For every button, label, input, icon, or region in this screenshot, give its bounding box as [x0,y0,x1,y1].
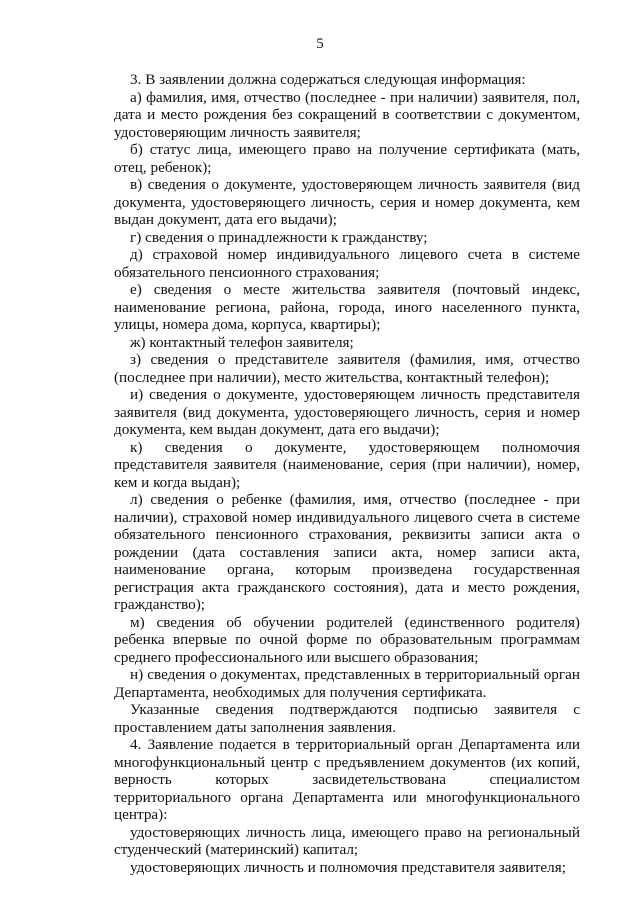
paragraph-section-4: 4. Заявление подается в территориальный орган Департамента или многофункциональный центр с предъявлением документов (их копий, верность которых засвидетельствована специалистом территориального органа Департамента или многофункционального центра): [114,736,580,823]
paragraph-item-i: и) сведения о документе, удостоверяющем личность представителя заявителя (вид документа, удостоверяющего личность, серия и номер документа, кем выдан документ, дата его выдачи); [114,386,580,438]
page-number: 5 [316,36,324,52]
paragraph-item-zh: ж) контактный телефон заявителя; [130,333,354,351]
paragraph-item-d: д) страховой номер индивидуального лицевого счета в системе обязательного пенсионного страхования; [114,246,580,281]
paragraph-item-b: б) статус лица, имеющего право на получение сертификата (мать, отец, ребенок); [114,141,580,176]
paragraph-item-l: л) сведения о ребенке (фамилия, имя, отчество (последнее - при наличии), страховой номер индивидуального лицевого счета в системе обязательного пенсионного страхования, реквизиты записи акта о рождении (дата составления записи акта, номер записи акта, наименование органа, которым произведена государственная регистрация акта гражданского состояния), дата и место рождения, гражданство); [114,491,580,613]
paragraph-item-e: е) сведения о месте жительства заявителя (почтовый индекс, наименование региона, района, города, иного населенного пункта, улицы, номера дома, корпуса, квартиры); [114,281,580,333]
paragraph-item-k: к) сведения о документе, удостоверяющем полномочия представителя заявителя (наименование, серия (при наличии), номер, кем и когда выдан); [114,438,580,491]
paragraph-item-a: а) фамилия, имя, отчество (последнее - при наличии) заявителя, пол, дата и место рождения без сокращений в соответствии с документом, удостоверяющим личность заявителя; [114,88,580,141]
document-body [114,71,580,876]
paragraph-item-z: з) сведения о представителе заявителя (фамилия, имя, отчество (последнее при наличии), место жительства, контактный телефон); [114,351,580,386]
paragraph-item-m: м) сведения об обучении родителей (единственного родителя) ребенка впервые по очной форме по образовательным программам среднего профессионального или высшего образования; [114,613,580,666]
paragraph-documents-identity: удостоверяющих личность лица, имеющего право на региональный студенческий (материнский) капитал; [114,823,580,858]
paragraph-documents-representative: удостоверяющих личность и полномочия представителя заявителя; [130,858,566,876]
paragraph-signature-note: Указанные сведения подтверждаются подписью заявителя с проставлением даты заполнения заявления. [114,701,580,736]
paragraph-item-v: в) сведения о документе, удостоверяющем личность заявителя (вид документа, удостоверяющего личность, серия и номер документа, кем выдан документ, дата его выдачи); [114,176,580,228]
paragraph-item-n: н) сведения о документах, представленных в территориальный орган Департамента, необходимых для получения сертификата. [114,666,580,701]
paragraph-section-3-intro: 3. В заявлении должна содержаться следующая информация: [130,71,526,88]
paragraph-item-g: г) сведения о принадлежности к гражданству; [130,228,428,246]
